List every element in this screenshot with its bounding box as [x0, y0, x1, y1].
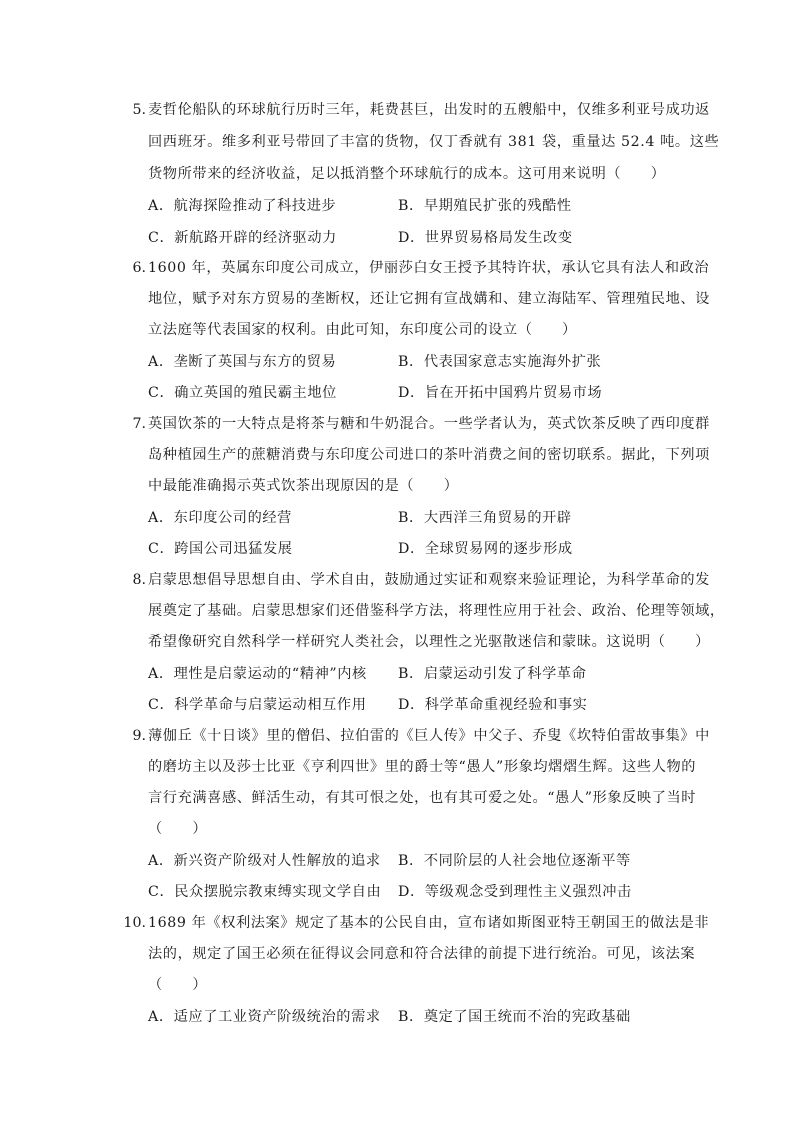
- question-text-line: 岛种植园生产的蔗糖消费与东印度公司进口的茶叶消费之间的密切联系。据此，下列项: [148, 447, 710, 463]
- option-a: A．垄断了英国与东方的贸易: [148, 354, 337, 370]
- question-text-line: 中最能准确揭示英式饮茶出现原因的是（ ）: [148, 478, 459, 494]
- question-text-line: 立法庭等代表国家的权利。由此可知，东印度公司的设立（ ）: [148, 322, 577, 338]
- option-c: C．新航路开辟的经济驱动力: [148, 230, 337, 246]
- question-number: 9.: [132, 728, 146, 744]
- question-text-line: 英国饮茶的一大特点是将茶与糖和牛奶混合。一些学者认为，英式饮茶反映了西印度群: [148, 416, 710, 432]
- question-text-line: 薄伽丘《十日谈》里的僧侣、拉伯雷的《巨人传》中父子、乔叟《坎特伯雷故事集》中: [148, 728, 710, 744]
- answer-blank: （ ）: [148, 821, 208, 837]
- question-number: 10.: [123, 915, 146, 931]
- question-text-line: 启蒙思想倡导思想自由、学术自由，鼓励通过实证和观察来验证理论，为科学革命的发: [148, 572, 710, 588]
- option-a: A．航海探险推动了科技进步: [148, 198, 337, 214]
- answer-blank: （ ）: [148, 977, 208, 993]
- option-d: D．旨在开拓中国鸦片贸易市场: [398, 385, 603, 401]
- question-number: 7.: [132, 416, 146, 432]
- option-d: D．等级观念受到理性主义强烈冲击: [398, 884, 632, 900]
- question-number: 8.: [132, 572, 146, 588]
- option-b: B．启蒙运动引发了科学革命: [398, 666, 587, 682]
- option-c: C．民众摆脱宗教束缚实现文学自由: [148, 884, 382, 900]
- option-a: A．新兴资产阶级对人性解放的追求: [148, 853, 381, 869]
- option-b: B．不同阶层的人社会地位逐渐平等: [398, 853, 631, 869]
- question-number: 5.: [132, 102, 146, 118]
- option-a: A．理性是启蒙运动的“精神”内核: [148, 666, 367, 682]
- option-b: B．大西洋三角贸易的开辟: [398, 510, 572, 526]
- question-text-line: 展奠定了基础。启蒙思想家们还借鉴科学方法，将理性应用于社会、政治、伦理等领域，: [148, 603, 725, 619]
- question-number: 6.: [132, 260, 146, 276]
- question-text-line: 回西班牙。维多利亚号带回了丰富的货物，仅丁香就有 381 袋，重量达 52.4 吨。这些: [148, 134, 720, 150]
- question-text-line: 希望像研究自然科学一样研究人类社会，以理性之光驱散迷信和蒙昧。这说明（ ）: [148, 634, 710, 650]
- option-b: B．早期殖民扩张的残酷性: [398, 198, 572, 214]
- option-d: D．全球贸易网的逐步形成: [398, 541, 573, 557]
- option-c: C．确立英国的殖民霸主地位: [148, 385, 337, 401]
- question-text-line: 地位，赋予对东方贸易的垄断权，还让它拥有宣战媾和、建立海陆军、管理殖民地、设: [148, 291, 710, 307]
- option-d: D．世界贸易格局发生改变: [398, 230, 573, 246]
- option-c: C．跨国公司迅猛发展: [148, 541, 293, 557]
- option-c: C．科学革命与启蒙运动相互作用: [148, 697, 367, 713]
- option-b: B．代表国家意志实施海外扩张: [398, 354, 602, 370]
- question-text-line: 法的，规定了国王必须在征得议会同意和符合法律的前提下进行统治。可见，该法案: [148, 946, 696, 962]
- option-b: B．奠定了国王统而不治的宪政基础: [398, 1009, 631, 1025]
- option-a: A．东印度公司的经营: [148, 510, 292, 526]
- question-text-line: 1689 年《权利法案》规定了基本的公民自由，宣布诸如斯图亚特王朝国王的做法是非: [148, 915, 710, 931]
- option-d: D．科学革命重视经验和事实: [398, 697, 588, 713]
- question-text-line: 的磨坊主以及莎士比亚《亨利四世》里的爵士等“愚人”形象均熠熠生辉。这些人物的: [148, 759, 697, 775]
- question-text-line: 麦哲伦船队的环球航行历时三年，耗费甚巨，出发时的五艘船中，仅维多利亚号成功返: [148, 102, 710, 118]
- question-text-line: 1600 年，英属东印度公司成立，伊丽莎白女王授予其特许状，承认它具有法人和政治: [148, 260, 710, 276]
- option-a: A．适应了工业资产阶级统治的需求: [148, 1009, 381, 1025]
- question-text-line: 言行充满喜感、鲜活生动，有其可恨之处，也有其可爱之处。“愚人”形象反映了当时: [148, 790, 697, 806]
- question-text-line: 货物所带来的经济收益，足以抵消整个环球航行的成本。这可用来说明（ ）: [148, 166, 666, 182]
